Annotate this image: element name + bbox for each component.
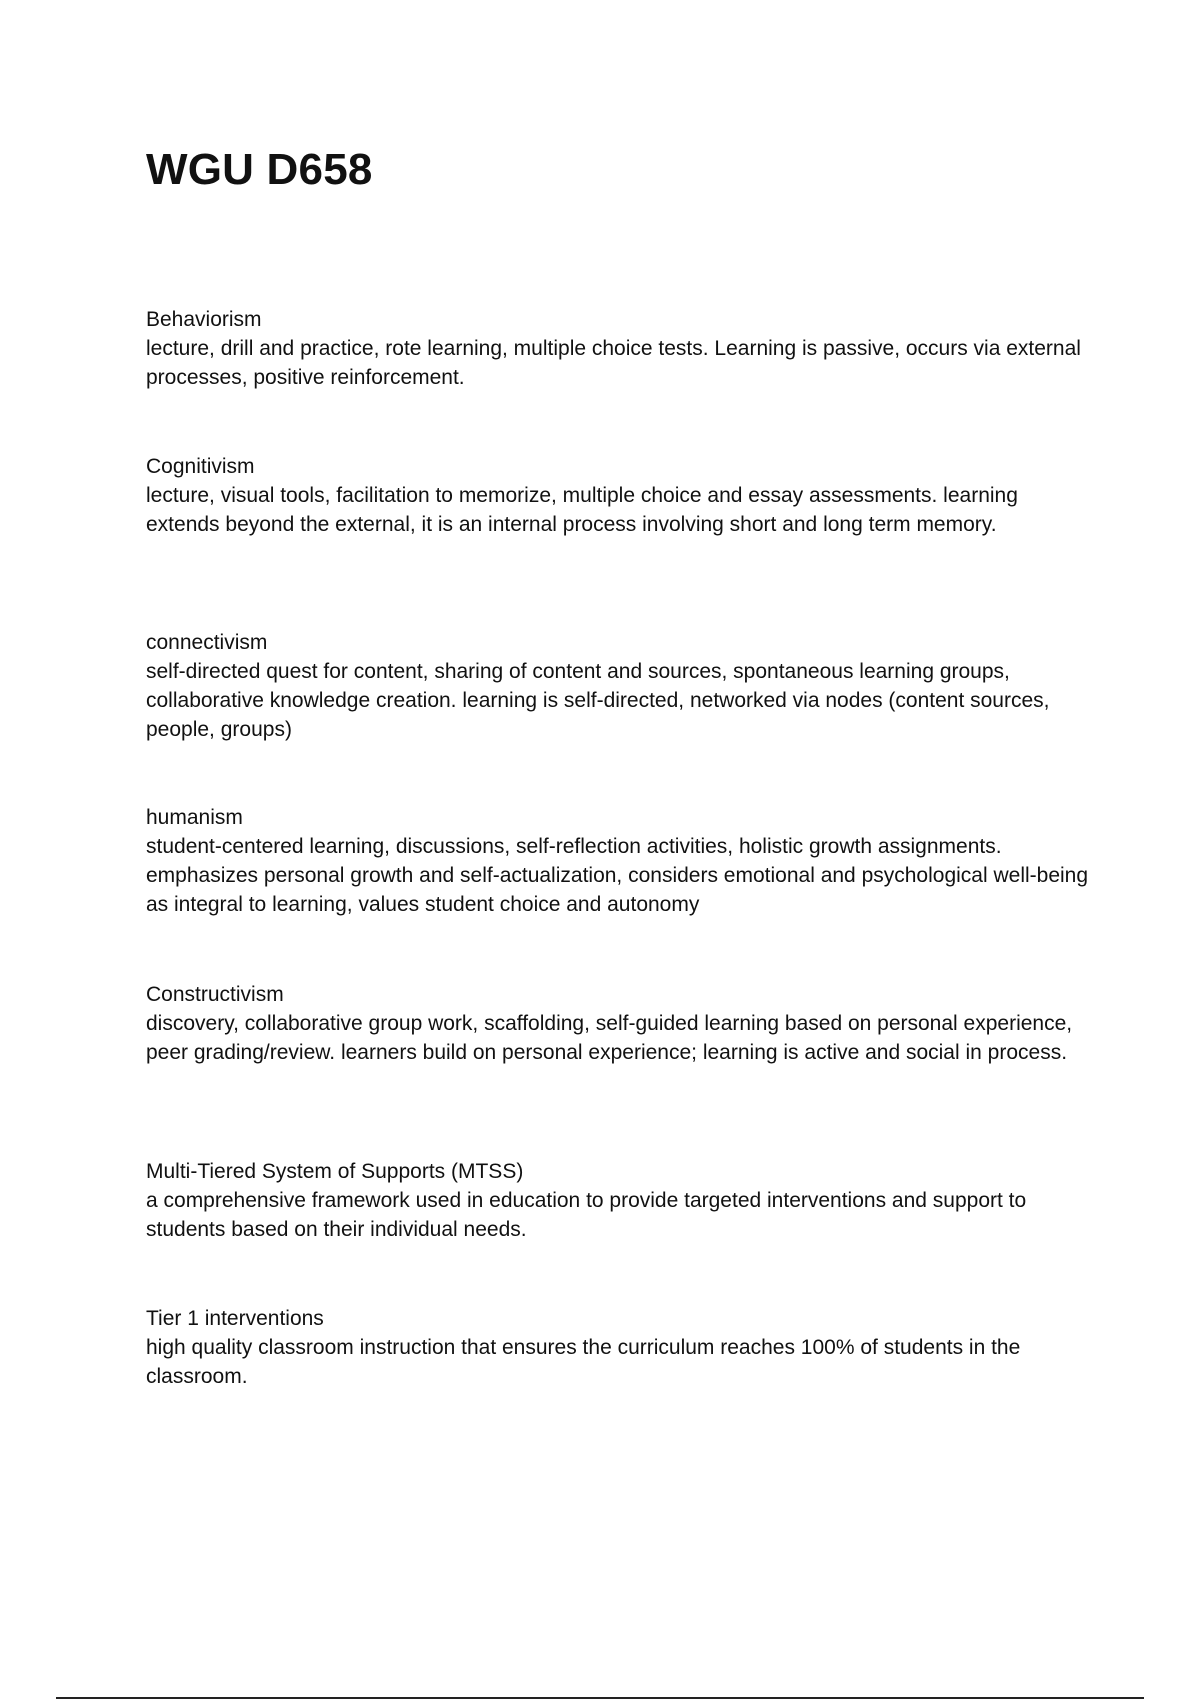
entry-connectivism (146, 628, 1096, 744)
entry-tier-1-interventions (146, 1304, 1096, 1391)
entry-term: Behaviorism (146, 308, 262, 331)
page-footer-divider (56, 1697, 1144, 1699)
entry-humanism (146, 803, 1096, 919)
entry-mtss (146, 1157, 1096, 1244)
entry-term: Tier 1 interventions (146, 1307, 324, 1330)
entry-term: humanism (146, 806, 243, 829)
entry-behaviorism (146, 305, 1096, 392)
entry-definition: a comprehensive framework used in education to provide targeted interventions and support to students based on their individual needs. (146, 1189, 1027, 1241)
entry-definition: lecture, visual tools, facilitation to memorize, multiple choice and essay assessments. learning extends beyond the external, it is an internal process involving short and long term memory. (146, 484, 1018, 536)
entry-term: Constructivism (146, 983, 284, 1006)
entry-definition: student-centered learning, discussions, self-reflection activities, holistic growth assignments. emphasizes personal growth and self-actualization, considers emotional and psychological well-being as integral to learning, values student choice and autonomy (146, 835, 1089, 916)
entry-definition: self-directed quest for content, sharing of content and sources, spontaneous learning groups, collaborative knowledge creation. learning is self-directed, networked via nodes (content sources, people, groups) (146, 660, 1050, 741)
entry-definition: high quality classroom instruction that ensures the curriculum reaches 100% of students in the classroom. (146, 1336, 1021, 1388)
document-title: WGU D658 (146, 145, 373, 194)
entry-definition: discovery, collaborative group work, scaffolding, self-guided learning based on personal experience, peer grading/review. learners build on personal experience; learning is active and social in process. (146, 1012, 1073, 1064)
entry-constructivism (146, 980, 1096, 1067)
entry-term: Multi-Tiered System of Supports (MTSS) (146, 1160, 524, 1183)
entry-term: connectivism (146, 631, 268, 654)
entry-term: Cognitivism (146, 455, 255, 478)
entry-definition: lecture, drill and practice, rote learning, multiple choice tests. Learning is passive, occurs via external processes, positive reinforcement. (146, 337, 1081, 389)
entry-cognitivism (146, 452, 1096, 539)
